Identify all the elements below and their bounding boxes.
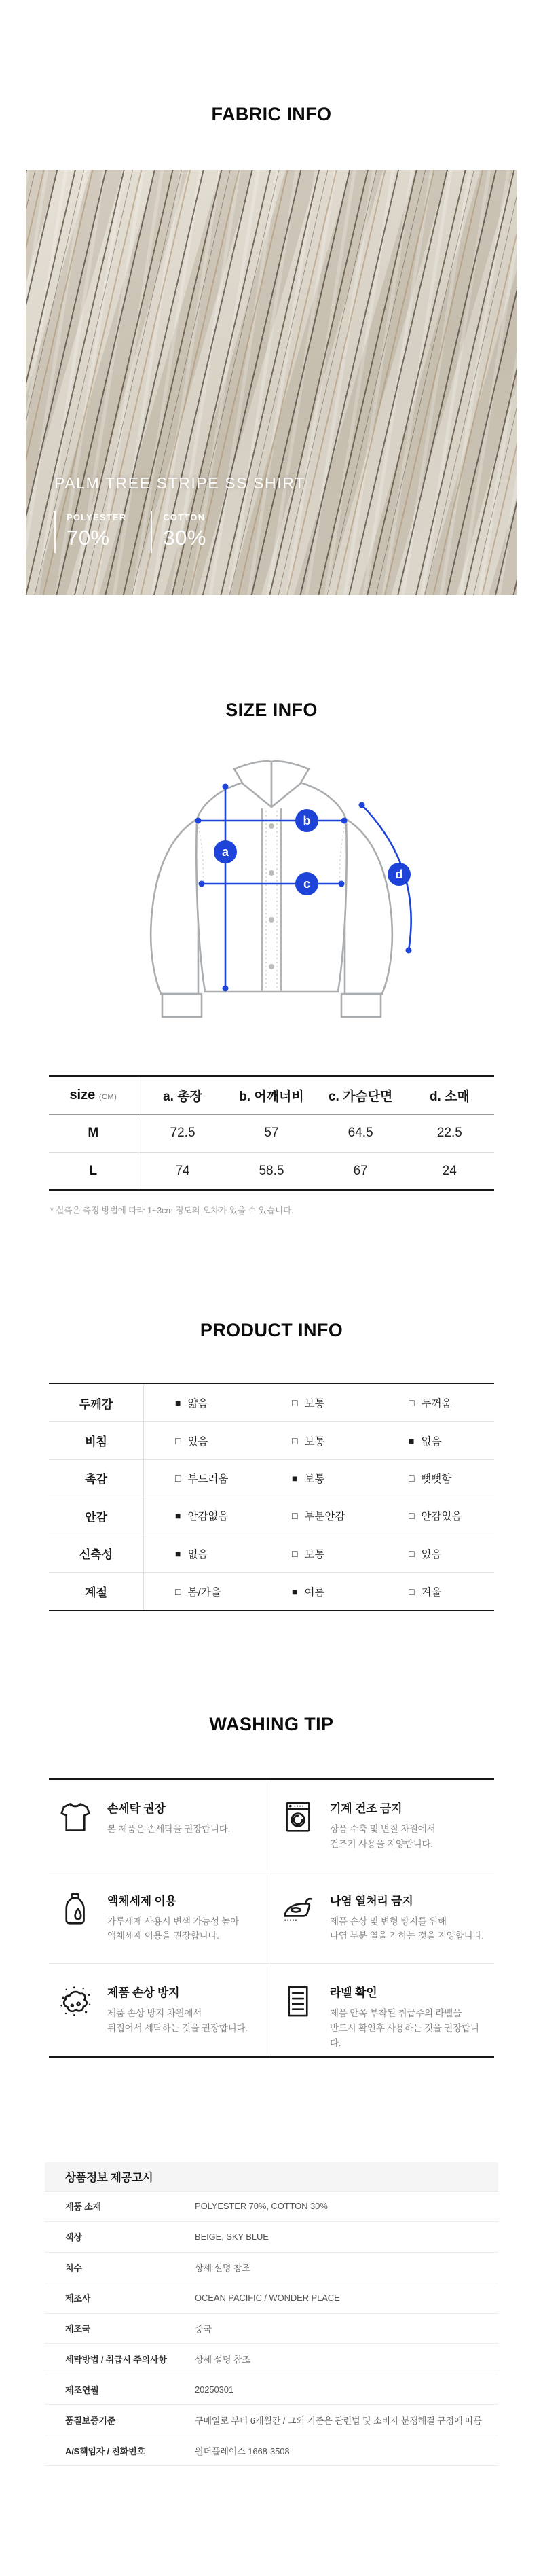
measure-label-d: d (395, 867, 403, 881)
product-notice-title: 상품정보 제공고시 (65, 2172, 153, 2184)
option-label: 있음 (187, 1435, 208, 1448)
checkbox-mark: □ (409, 1586, 415, 1597)
attribute-label: 안감 (49, 1497, 144, 1534)
attribute-option (261, 1471, 377, 1486)
notice-label: 품질보증기준 (65, 2415, 116, 2426)
attribute-option (261, 1546, 377, 1561)
washing-tip-text (107, 1799, 230, 1872)
notice-label: 치수 (65, 2263, 82, 2274)
label-icon (281, 1983, 318, 2056)
material-name: COTTON (163, 512, 206, 522)
size-info-heading: SIZE INFO (225, 700, 318, 720)
fabric-overlay (54, 474, 305, 553)
washing-tip-title: 라벨 확인 (330, 1986, 377, 2000)
washing-tip-title: 손세탁 권장 (107, 1802, 166, 1815)
washing-tip-title: 기계 건조 금지 (330, 1802, 402, 1815)
stain-icon (58, 1983, 95, 2056)
size-column-header: size (CM) (49, 1076, 138, 1114)
attribute-option (144, 1433, 261, 1448)
notice-value: 상세 설명 참조 (195, 2263, 250, 2274)
attribute-option (377, 1508, 494, 1523)
option-label: 뻣뻣함 (421, 1473, 452, 1485)
attribute-label: 촉감 (49, 1460, 144, 1497)
composition-item (54, 511, 126, 553)
washing-tip-desc: 가루세제 사용시 변색 가능성 높아 액체세제 이용을 권장합니다. (107, 1916, 239, 1942)
composition-item (151, 511, 206, 553)
shirt-measurement-diagram-icon (95, 759, 448, 1073)
iron-icon (281, 1891, 318, 1964)
option-label: 있음 (421, 1548, 442, 1560)
size-value: 64.5 (348, 1126, 373, 1140)
option-label: 없음 (187, 1548, 208, 1560)
attribute-option (261, 1508, 377, 1523)
option-label: 부드러움 (187, 1473, 229, 1485)
notice-value: 중국 (195, 2324, 212, 2334)
option-label: 보통 (304, 1435, 325, 1448)
composition-row (54, 511, 305, 553)
table-row (45, 2314, 498, 2344)
size-value: 22.5 (436, 1126, 462, 1140)
size-value: 67 (353, 1163, 368, 1178)
notice-label: 세탁방법 / 취급시 주의사항 (65, 2354, 167, 2365)
size-name: L (49, 1152, 138, 1190)
table-row (49, 1152, 494, 1190)
attribute-option (144, 1471, 261, 1486)
table-row (45, 2374, 498, 2405)
checkbox-mark: □ (175, 1472, 181, 1484)
washing-tip-title: 제품 손상 방지 (107, 1986, 180, 2000)
attribute-option (261, 1433, 377, 1448)
product-notice-table (45, 2192, 498, 2466)
notice-value: POLYESTER 70%, COTTON 30% (195, 2201, 328, 2212)
attribute-option (261, 1395, 377, 1410)
fabric-photo (26, 170, 517, 595)
checkbox-mark: ■ (409, 1435, 415, 1446)
washing-tip-cell (272, 1872, 494, 1965)
detergent-icon (58, 1891, 95, 1964)
checkbox-mark: □ (409, 1510, 415, 1522)
option-label: 여름 (304, 1586, 325, 1598)
checkbox-mark: □ (292, 1435, 298, 1446)
washing-tip-cell (49, 1964, 272, 2056)
washing-tip-text (107, 1983, 248, 2056)
checkbox-mark: □ (175, 1435, 181, 1446)
washing-tip-text (330, 1891, 484, 1964)
product-notice-header (45, 2162, 498, 2192)
option-label: 보통 (304, 1548, 325, 1560)
attribute-option (377, 1584, 494, 1599)
option-label: 부분안감 (304, 1511, 345, 1523)
attribute-label: 신축성 (49, 1535, 144, 1572)
size-value: 72.5 (170, 1126, 195, 1140)
table-row (49, 1497, 494, 1535)
table-row (49, 1535, 494, 1573)
measure-label-b: b (303, 814, 311, 827)
checkbox-mark: □ (175, 1586, 181, 1597)
table-row (45, 2253, 498, 2283)
washing-tip-cell (49, 1872, 272, 1965)
table-row (49, 1460, 494, 1497)
table-row (45, 2283, 498, 2314)
attribute-option (144, 1395, 261, 1410)
washing-tip-heading: WASHING TIP (209, 1714, 334, 1734)
size-measurement-note: * 실측은 측정 방법에 따라 1~3cm 정도의 오차가 있을 수 있습니다. (50, 1206, 294, 1215)
attribute-option (377, 1433, 494, 1448)
attribute-option (144, 1546, 261, 1561)
measure-label-c: c (303, 877, 311, 891)
size-value: 74 (175, 1163, 190, 1178)
washing-tip-desc: 제품 손상 방지 차원에서 뒤집어서 세탁하는 것을 권장합니다. (107, 2008, 248, 2034)
checkbox-mark: ■ (292, 1586, 298, 1597)
notice-label: 제조사 (65, 2293, 91, 2304)
size-table-header-row (49, 1076, 494, 1114)
checkbox-mark: ■ (175, 1397, 181, 1409)
attribute-label: 계절 (49, 1573, 144, 1610)
checkbox-mark: ■ (175, 1548, 181, 1559)
col-header-chest: c. 가슴단면 (328, 1089, 393, 1104)
table-row (49, 1573, 494, 1610)
option-label: 안감있음 (421, 1511, 462, 1523)
notice-label: 제조연월 (65, 2384, 99, 2395)
attribute-option (261, 1584, 377, 1599)
dryer-icon (281, 1799, 318, 1872)
table-row (45, 2405, 498, 2435)
washing-tip-cell (272, 1964, 494, 2056)
table-row (49, 1114, 494, 1152)
notice-label: 제조국 (65, 2324, 91, 2334)
notice-value: OCEAN PACIFIC / WONDER PLACE (195, 2293, 340, 2304)
washing-tip-cell (49, 1780, 272, 1872)
table-row (49, 1384, 494, 1422)
checkbox-mark: □ (409, 1548, 415, 1559)
attribute-option (377, 1471, 494, 1486)
washing-tip-desc: 제품 손상 및 변형 방지를 위해 나염 부분 열을 가하는 것을 지양합니다. (330, 1916, 484, 1942)
washing-tip-desc: 상품 수축 및 변질 차원에서 건조기 사용을 지양합니다. (330, 1824, 436, 1849)
washing-tip-text (330, 1799, 435, 1872)
option-label: 얇음 (187, 1398, 208, 1410)
notice-label: 색상 (65, 2232, 82, 2243)
col-header-length: a. 총장 (163, 1089, 202, 1104)
col-header-sleeve: d. 소매 (429, 1089, 470, 1104)
size-name: M (49, 1114, 138, 1152)
notice-value: 구매일로 부터 6개월간 / 그외 기준은 관련법 및 소비자 분쟁해결 규정에 따름 (195, 2415, 483, 2426)
fabric-info-heading: FABRIC INFO (211, 104, 332, 124)
size-value: 24 (442, 1163, 457, 1178)
attribute-label: 비침 (49, 1422, 144, 1459)
size-unit: (CM) (98, 1092, 117, 1101)
notice-value: 20250301 (195, 2384, 234, 2395)
notice-value: 상세 설명 참조 (195, 2354, 250, 2365)
notice-label: 제품 소재 (65, 2202, 101, 2213)
option-label: 봄/가을 (187, 1586, 221, 1598)
washing-tip-desc: 본 제품은 손세탁을 권장합니다. (107, 1824, 231, 1834)
washing-tips-grid (49, 1778, 494, 2058)
material-percent: 70% (67, 526, 110, 550)
table-row (45, 2222, 498, 2253)
notice-label: A/S책임자 / 전화번호 (65, 2446, 145, 2456)
washing-tip-title: 나염 열처리 금지 (330, 1894, 413, 1908)
checkbox-mark: ■ (175, 1510, 181, 1522)
product-info-heading: PRODUCT INFO (200, 1320, 343, 1340)
notice-value: 원더플레이스 1668-3508 (195, 2446, 290, 2456)
option-label: 안감없음 (187, 1511, 229, 1523)
size-value: 58.5 (259, 1163, 284, 1178)
table-row (45, 2344, 498, 2374)
product-name: PALM TREE STRIPE SS SHIRT (54, 474, 305, 492)
checkbox-mark: ■ (292, 1472, 298, 1484)
table-row (45, 2192, 498, 2222)
washing-tip-desc: 제품 안쪽 부착된 취급주의 라벨을 반드시 확인후 사용하는 것을 권장합니다. (330, 2008, 479, 2048)
attribute-option (144, 1584, 261, 1599)
checkbox-mark: □ (409, 1397, 415, 1409)
product-attribute-table (49, 1383, 494, 1611)
attribute-option (377, 1546, 494, 1561)
washing-tip-text (330, 1983, 487, 2056)
material-name: POLYESTER (67, 512, 127, 522)
col-header-shoulder: b. 어깨너비 (239, 1089, 304, 1104)
table-row (45, 2435, 498, 2466)
option-label: 두꺼움 (421, 1398, 452, 1410)
tshirt-icon (58, 1799, 95, 1872)
notice-value: BEIGE, SKY BLUE (195, 2232, 269, 2242)
table-row (49, 1422, 494, 1459)
size-table (49, 1075, 494, 1191)
material-percent: 30% (163, 526, 206, 550)
checkbox-mark: □ (292, 1510, 298, 1522)
washing-tip-cell (272, 1780, 494, 1872)
option-label: 없음 (421, 1435, 442, 1448)
attribute-label: 두께감 (49, 1384, 144, 1421)
option-label: 보통 (304, 1398, 325, 1410)
checkbox-mark: □ (409, 1472, 415, 1484)
size-value: 57 (264, 1126, 279, 1140)
measure-label-a: a (221, 845, 229, 859)
checkbox-mark: □ (292, 1548, 298, 1559)
option-label: 보통 (304, 1473, 325, 1485)
checkbox-mark: □ (292, 1397, 298, 1409)
washing-tip-text (107, 1891, 239, 1964)
option-label: 겨울 (421, 1586, 442, 1598)
attribute-option (144, 1508, 261, 1523)
attribute-option (377, 1395, 494, 1410)
washing-tip-title: 액체세제 이용 (107, 1894, 176, 1908)
